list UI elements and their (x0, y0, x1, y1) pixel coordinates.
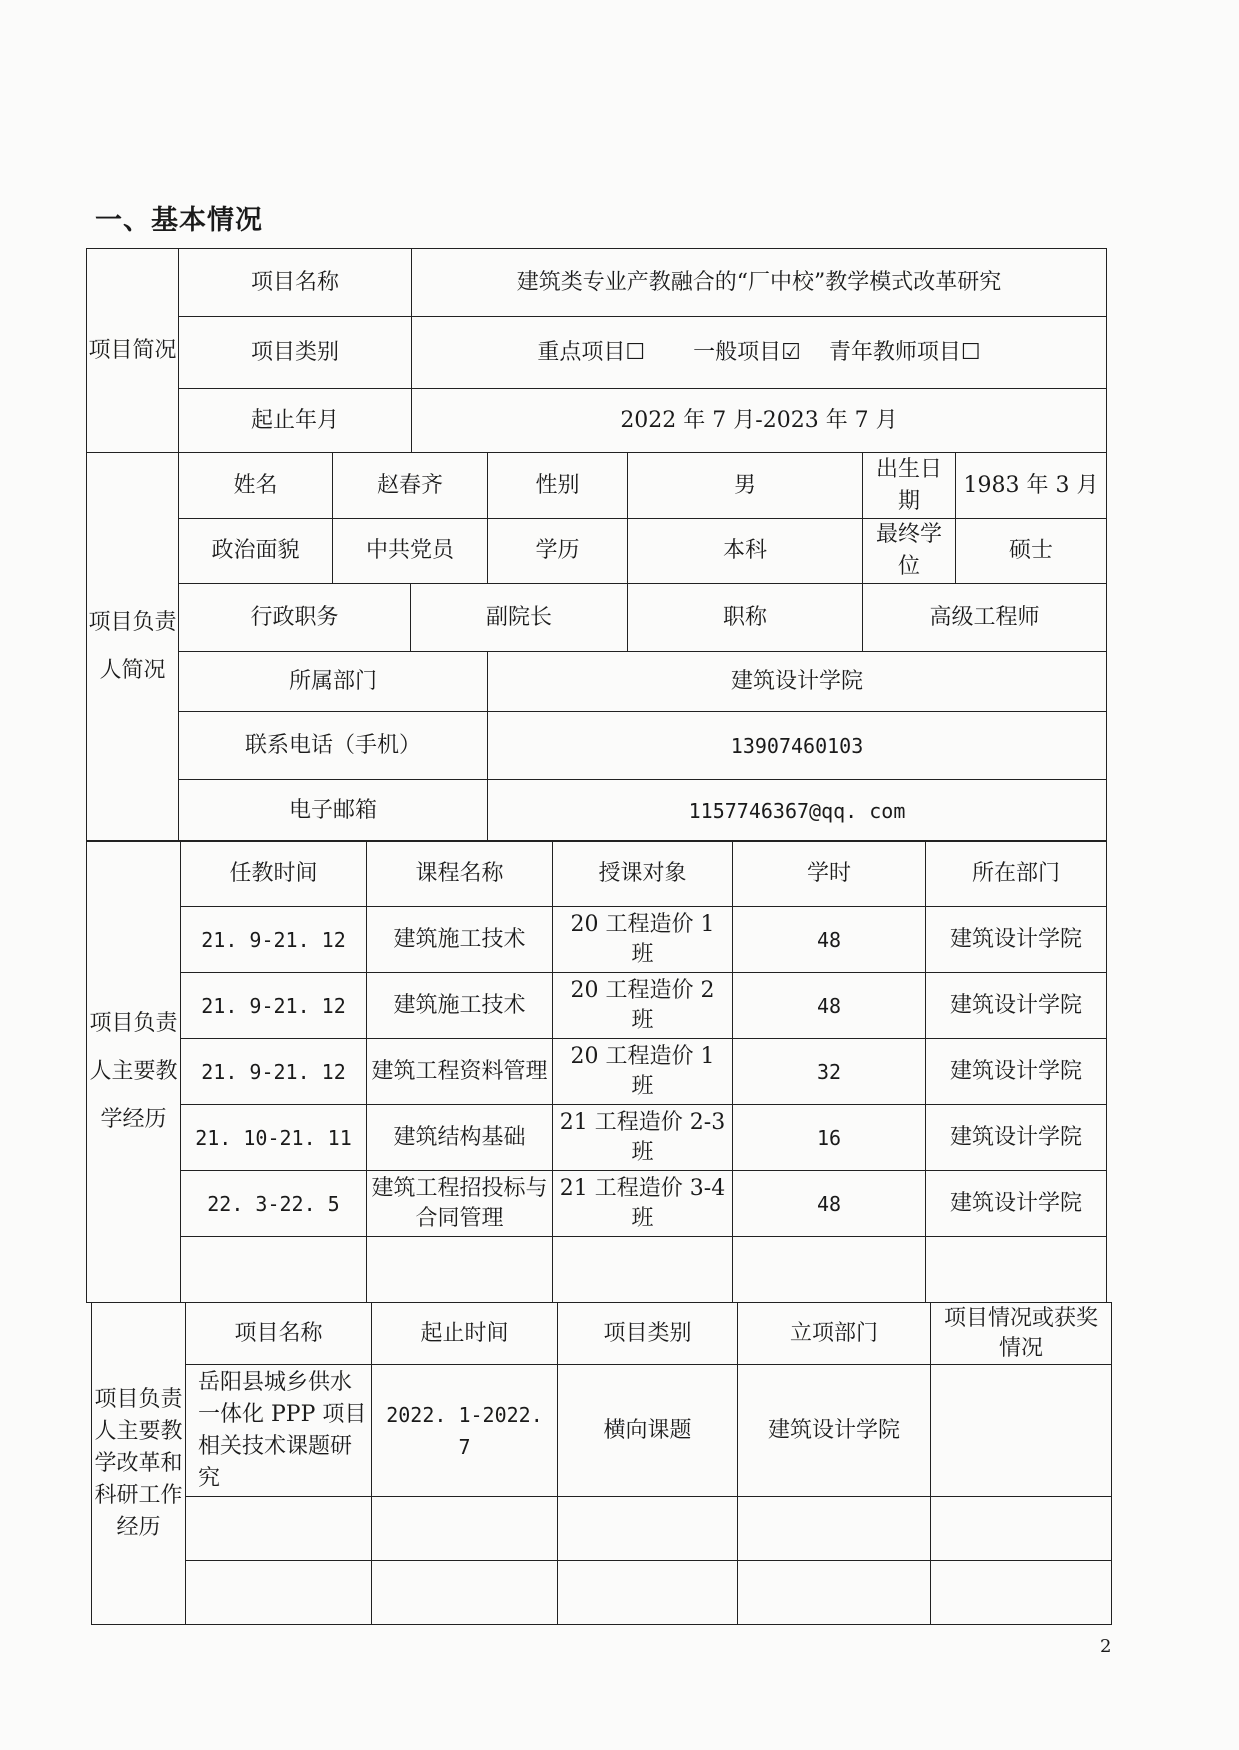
table-cell: 建筑工程招投标与合同管理 (367, 1171, 553, 1237)
leader-table (86, 452, 1107, 842)
table-cell (558, 1561, 738, 1625)
table-cell: 32 (733, 1039, 926, 1105)
table-cell (931, 1497, 1112, 1561)
leader-side-label: 项目负责人简况 (87, 453, 179, 842)
table-cell (558, 1497, 738, 1561)
research-header-period: 起止时间 (372, 1303, 558, 1365)
table-cell: 建筑设计学院 (926, 1039, 1107, 1105)
leader-politics-label: 政治面貌 (179, 519, 333, 584)
project-overview-table (86, 248, 1107, 453)
leader-name-value: 赵春齐 (333, 453, 488, 519)
table-cell (372, 1561, 558, 1625)
table-row (92, 1365, 1112, 1497)
table-cell: 48 (733, 907, 926, 973)
table-cell: 建筑设计学院 (926, 1171, 1107, 1237)
table-row-empty (92, 1497, 1112, 1561)
leader-gender-value: 男 (628, 453, 863, 519)
leader-title-value: 高级工程师 (863, 584, 1107, 652)
teaching-header-audience: 授课对象 (553, 841, 733, 907)
table-cell: 21 工程造价 2-3 班 (553, 1105, 733, 1171)
table-cell (926, 1237, 1107, 1303)
research-table (91, 1302, 1112, 1625)
table-cell: 21 工程造价 3-4 班 (553, 1171, 733, 1237)
leader-email-label: 电子邮箱 (179, 780, 488, 842)
leader-title-label: 职称 (628, 584, 863, 652)
research-header-name: 项目名称 (186, 1303, 372, 1365)
leader-dept-value: 建筑设计学院 (488, 652, 1107, 712)
table-cell: 21. 10-21. 11 (181, 1105, 367, 1171)
leader-gender-label: 性别 (488, 453, 628, 519)
project-name-value: 建筑类专业产教融合的“厂中校”教学模式改革研究 (412, 249, 1107, 317)
table-cell (931, 1561, 1112, 1625)
table-row (87, 1171, 1107, 1237)
table-cell (372, 1497, 558, 1561)
table-cell (738, 1561, 931, 1625)
leader-phone-label: 联系电话（手机） (179, 712, 488, 780)
table-cell (931, 1365, 1112, 1497)
table-cell: 岳阳县城乡供水一体化 PPP 项目相关技术课题研究 (186, 1365, 372, 1497)
table-cell: 建筑结构基础 (367, 1105, 553, 1171)
table-cell: 建筑设计学院 (926, 973, 1107, 1039)
table-cell: 20 工程造价 2 班 (553, 973, 733, 1039)
table-cell: 建筑工程资料管理 (367, 1039, 553, 1105)
table-cell (738, 1497, 931, 1561)
category-option-key: 重点项目☐ (537, 339, 646, 365)
leader-education-label: 学历 (488, 519, 628, 584)
page-number: 2 (1100, 1636, 1112, 1657)
table-cell: 2022. 1-2022. 7 (372, 1365, 558, 1497)
checkbox-unchecked-icon: ☐ (625, 339, 646, 365)
table-cell: 21. 9-21. 12 (181, 1039, 367, 1105)
leader-education-value: 本科 (628, 519, 863, 584)
checkbox-checked-icon: ☑ (781, 339, 801, 365)
leader-email-value: 1157746367@qq. com (488, 780, 1107, 842)
table-cell: 20 工程造价 1 班 (553, 907, 733, 973)
category-option-young-teacher: 青年教师项目☐ (828, 339, 981, 365)
teaching-header-course: 课程名称 (367, 841, 553, 907)
project-period-value: 2022 年 7 月-2023 年 7 月 (412, 389, 1107, 453)
research-header-status: 项目情况或获奖情况 (931, 1303, 1112, 1365)
table-cell: 48 (733, 973, 926, 1039)
project-category-label: 项目类别 (179, 317, 412, 389)
table-cell: 建筑施工技术 (367, 907, 553, 973)
teaching-header-time: 任教时间 (181, 841, 367, 907)
table-row (87, 1105, 1107, 1171)
teaching-header-dept: 所在部门 (926, 841, 1107, 907)
table-cell: 建筑设计学院 (926, 1105, 1107, 1171)
table-cell: 48 (733, 1171, 926, 1237)
project-category-options (412, 317, 1107, 389)
leader-name-label: 姓名 (179, 453, 333, 519)
teaching-header-hours: 学时 (733, 841, 926, 907)
category-option-general: 一般项目☑ (693, 339, 801, 365)
project-name-label: 项目名称 (179, 249, 412, 317)
leader-birth-label: 出生日期 (863, 453, 956, 519)
table-cell (186, 1561, 372, 1625)
table-cell: 建筑设计学院 (926, 907, 1107, 973)
leader-phone-value: 13907460103 (488, 712, 1107, 780)
checkbox-unchecked-icon: ☐ (960, 339, 981, 365)
table-row (87, 1039, 1107, 1105)
table-cell: 21. 9-21. 12 (181, 907, 367, 973)
leader-admin-value: 副院长 (411, 584, 628, 652)
teaching-table (86, 840, 1107, 1303)
table-row-empty (92, 1561, 1112, 1625)
leader-admin-label: 行政职务 (179, 584, 411, 652)
table-cell: 16 (733, 1105, 926, 1171)
table-cell: 21. 9-21. 12 (181, 973, 367, 1039)
table-row-empty (87, 1237, 1107, 1303)
research-header-dept: 立项部门 (738, 1303, 931, 1365)
table-cell (181, 1237, 367, 1303)
leader-birth-value: 1983 年 3 月 (956, 453, 1107, 519)
table-cell (553, 1237, 733, 1303)
research-side-label: 项目负责人主要教学改革和科研工作经历 (92, 1303, 186, 1625)
leader-degree-value: 硕士 (956, 519, 1107, 584)
section-heading: 一、基本情况 (95, 205, 263, 236)
table-cell: 建筑施工技术 (367, 973, 553, 1039)
table-cell: 横向课题 (558, 1365, 738, 1497)
table-row (87, 973, 1107, 1039)
table-cell: 建筑设计学院 (738, 1365, 931, 1497)
leader-degree-label: 最终学位 (863, 519, 956, 584)
research-header-category: 项目类别 (558, 1303, 738, 1365)
table-cell: 22. 3-22. 5 (181, 1171, 367, 1237)
table-cell (733, 1237, 926, 1303)
project-overview-side-label: 项目简况 (87, 249, 179, 453)
leader-dept-label: 所属部门 (179, 652, 488, 712)
table-row (87, 907, 1107, 973)
teaching-side-label: 项目负责人主要教学经历 (87, 841, 181, 1303)
table-cell: 20 工程造价 1 班 (553, 1039, 733, 1105)
table-cell (186, 1497, 372, 1561)
leader-politics-value: 中共党员 (333, 519, 488, 584)
project-period-label: 起止年月 (179, 389, 412, 453)
table-cell (367, 1237, 553, 1303)
